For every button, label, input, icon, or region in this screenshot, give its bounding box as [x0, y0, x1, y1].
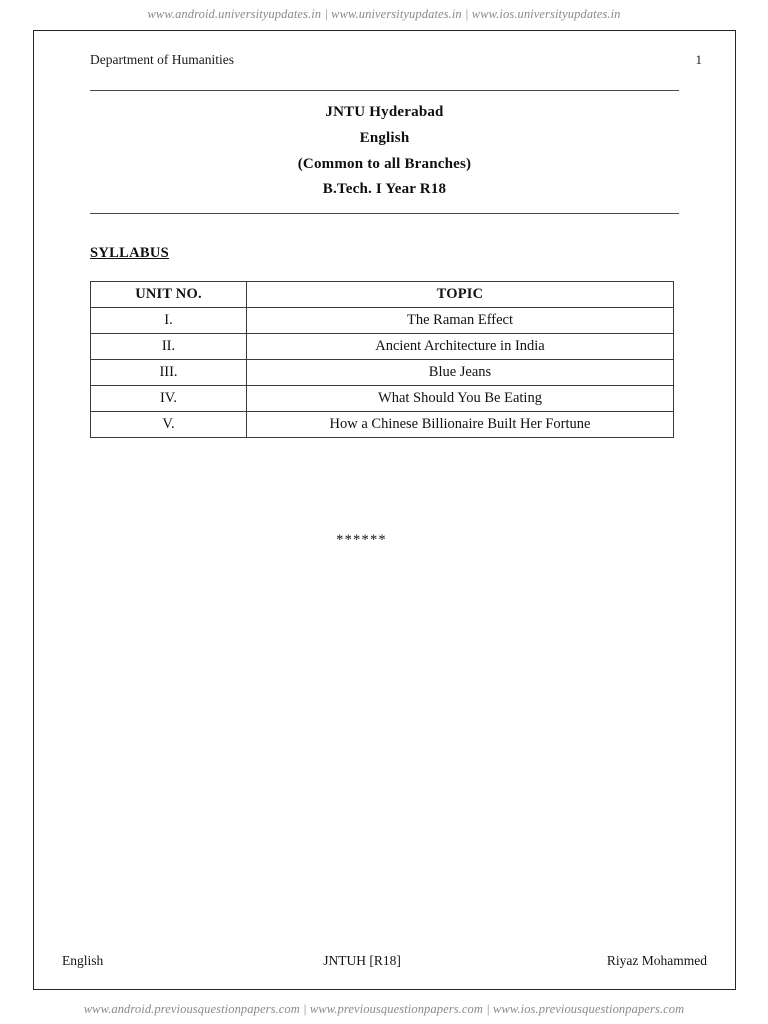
cell-unit: IV.	[91, 386, 247, 412]
cell-unit: III.	[91, 360, 247, 386]
cell-topic: The Raman Effect	[247, 308, 674, 334]
title-program: B.Tech. I Year R18	[322, 181, 447, 198]
syllabus-heading: SYLLABUS	[90, 245, 169, 262]
cell-topic: What Should You Be Eating	[247, 386, 674, 412]
watermark-bottom: www.android.previousquestionpapers.com | www.previousquestionpapers.com | www.ios.previousquestionpapers.com	[83, 1001, 685, 1016]
cell-topic: Blue Jeans	[247, 360, 674, 386]
table-row	[91, 308, 674, 334]
section-separator: ******	[336, 532, 387, 549]
page-sheet	[33, 30, 736, 990]
footer-regulation: JNTUH [R18]	[323, 953, 401, 968]
table-row	[91, 386, 674, 412]
table-row	[91, 334, 674, 360]
cell-topic: How a Chinese Billionaire Built Her Fortune	[247, 412, 674, 438]
title-subject: English	[359, 129, 410, 146]
header-department: Department of Humanities	[90, 52, 234, 67]
title-block	[90, 90, 679, 214]
page-content	[34, 31, 735, 989]
table-row	[91, 360, 674, 386]
watermark-top: www.android.universityupdates.in | www.universityupdates.in | www.ios.universityupdates.in	[147, 6, 621, 21]
cell-unit: V.	[91, 412, 247, 438]
cell-unit: I.	[91, 308, 247, 334]
footer-author: Riyaz Mohammed	[606, 953, 707, 968]
table-row	[91, 412, 674, 438]
table-header-row	[91, 282, 674, 308]
cell-topic: Ancient Architecture in India	[247, 334, 674, 360]
page-footer	[62, 953, 707, 969]
header-page-number: 1	[695, 52, 702, 67]
footer-subject: English	[62, 953, 104, 968]
page-header	[62, 49, 707, 68]
cell-unit: II.	[91, 334, 247, 360]
syllabus-table	[90, 281, 674, 438]
title-branches: (Common to all Branches)	[297, 155, 472, 172]
title-university: JNTU Hyderabad	[325, 104, 444, 120]
column-header-topic: TOPIC	[247, 282, 674, 308]
column-header-unit: UNIT NO.	[91, 282, 247, 308]
